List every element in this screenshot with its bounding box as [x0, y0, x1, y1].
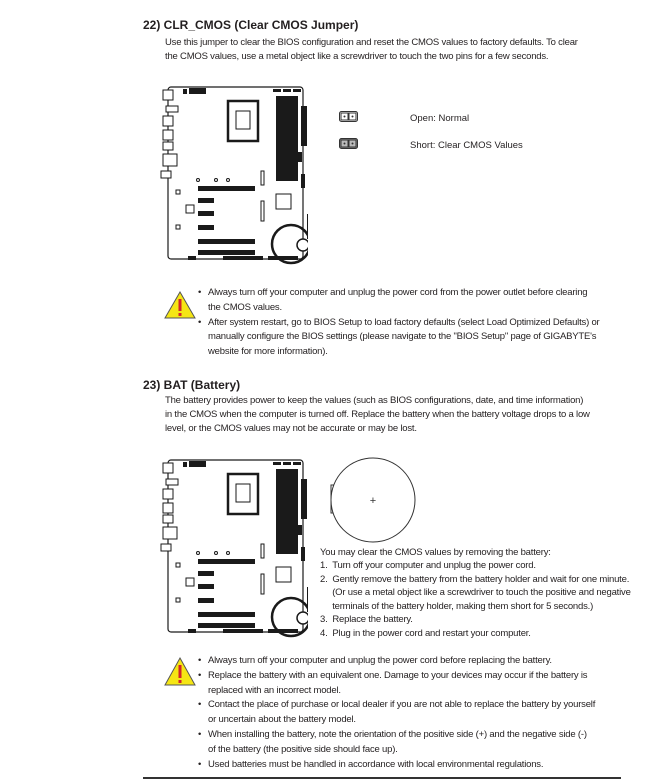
step-line: 3. Replace the battery.: [320, 614, 413, 626]
section-heading-clr-cmos: 22) CLR_CMOS (Clear CMOS Jumper): [143, 18, 359, 32]
warning-text-line: After system restart, go to BIOS Setup to load factory defaults (select Load Optimized Defaults) or: [208, 316, 600, 328]
clr-cmos-body-line: Use this jumper to clear the BIOS configuration and reset the CMOS values to factory defaults. To clear: [165, 37, 578, 48]
bullet-icon: •: [198, 669, 202, 681]
bullet-icon: •: [198, 758, 202, 770]
warning-text-line: Replace the battery with an equivalent one. Damage to your devices may occur if the battery is: [208, 669, 588, 681]
bullet-icon: •: [198, 316, 202, 328]
warning-text-line: Always turn off your computer and unplug the power cord from the power outlet before clearing: [208, 287, 588, 298]
step-line: 4. Plug in the power cord and restart your computer.: [320, 628, 531, 639]
step-line: (Or use a metal object like a screwdriver to touch the positive and negative: [320, 587, 631, 599]
battery-diagram: [328, 455, 420, 547]
bat-body-line: in the CMOS when the computer is turned off. Replace the battery when the battery voltage drops to a low: [165, 409, 590, 420]
bullet-icon: •: [198, 287, 202, 298]
warning-text-line: of the battery (the positive side should face up).: [208, 743, 398, 755]
warning-text-line: replaced with an incorrect model.: [208, 684, 341, 696]
bullet-icon: •: [198, 729, 202, 740]
jumper-open-icon: [339, 111, 359, 123]
warning-text-line: website for more information).: [208, 346, 328, 358]
step-line: 1. Turn off your computer and unplug the power cord.: [320, 560, 536, 571]
warning-icon: [163, 290, 197, 320]
warning-text-line: the CMOS values.: [208, 301, 282, 313]
bullet-icon: •: [198, 699, 202, 711]
jumper-open-label: Open: Normal: [410, 113, 470, 124]
warning-icon: [163, 656, 197, 688]
warning-text-line: Used batteries must be handled in accordance with local environmental regulations.: [208, 758, 544, 770]
battery-positive-symbol: +: [369, 495, 377, 507]
warning-text-line: manually configure the BIOS settings (please navigate to the "BIOS Setup" page of GIGABYTE's: [208, 331, 597, 343]
motherboard-diagram-bat: [158, 457, 308, 639]
section-heading-bat: 23) BAT (Battery): [143, 378, 241, 392]
jumper-short-label: Short: Clear CMOS Values: [410, 140, 523, 151]
bottom-divider: [143, 777, 621, 779]
warning-text-line: When installing the battery, note the orientation of the positive side (+) and the negative side (-): [208, 729, 587, 740]
steps-intro: You may clear the CMOS values by removing the battery:: [320, 547, 551, 558]
step-line: terminals of the battery holder, making them short for 5 seconds.): [320, 600, 594, 612]
step-line: 2. Gently remove the battery from the battery holder and wait for one minute.: [320, 573, 630, 585]
bullet-icon: •: [198, 655, 202, 666]
motherboard-diagram-clr-cmos: [158, 84, 308, 266]
warning-text-line: Always turn off your computer and unplug the power cord before replacing the battery.: [208, 655, 552, 666]
warning-text-line: or uncertain about the battery model.: [208, 714, 356, 726]
clr-cmos-body-line: the CMOS values, use a metal object like a screwdriver to touch the two pins for a few seconds.: [165, 51, 549, 62]
bat-body-line: level, or the CMOS values may not be accurate or may be lost.: [165, 423, 417, 434]
warning-text-line: Contact the place of purchase or local dealer if you are not able to replace the battery by yourself: [208, 699, 596, 711]
bat-body-line: The battery provides power to keep the values (such as BIOS configurations, date, and time information): [165, 395, 584, 406]
jumper-short-icon: [339, 138, 359, 150]
